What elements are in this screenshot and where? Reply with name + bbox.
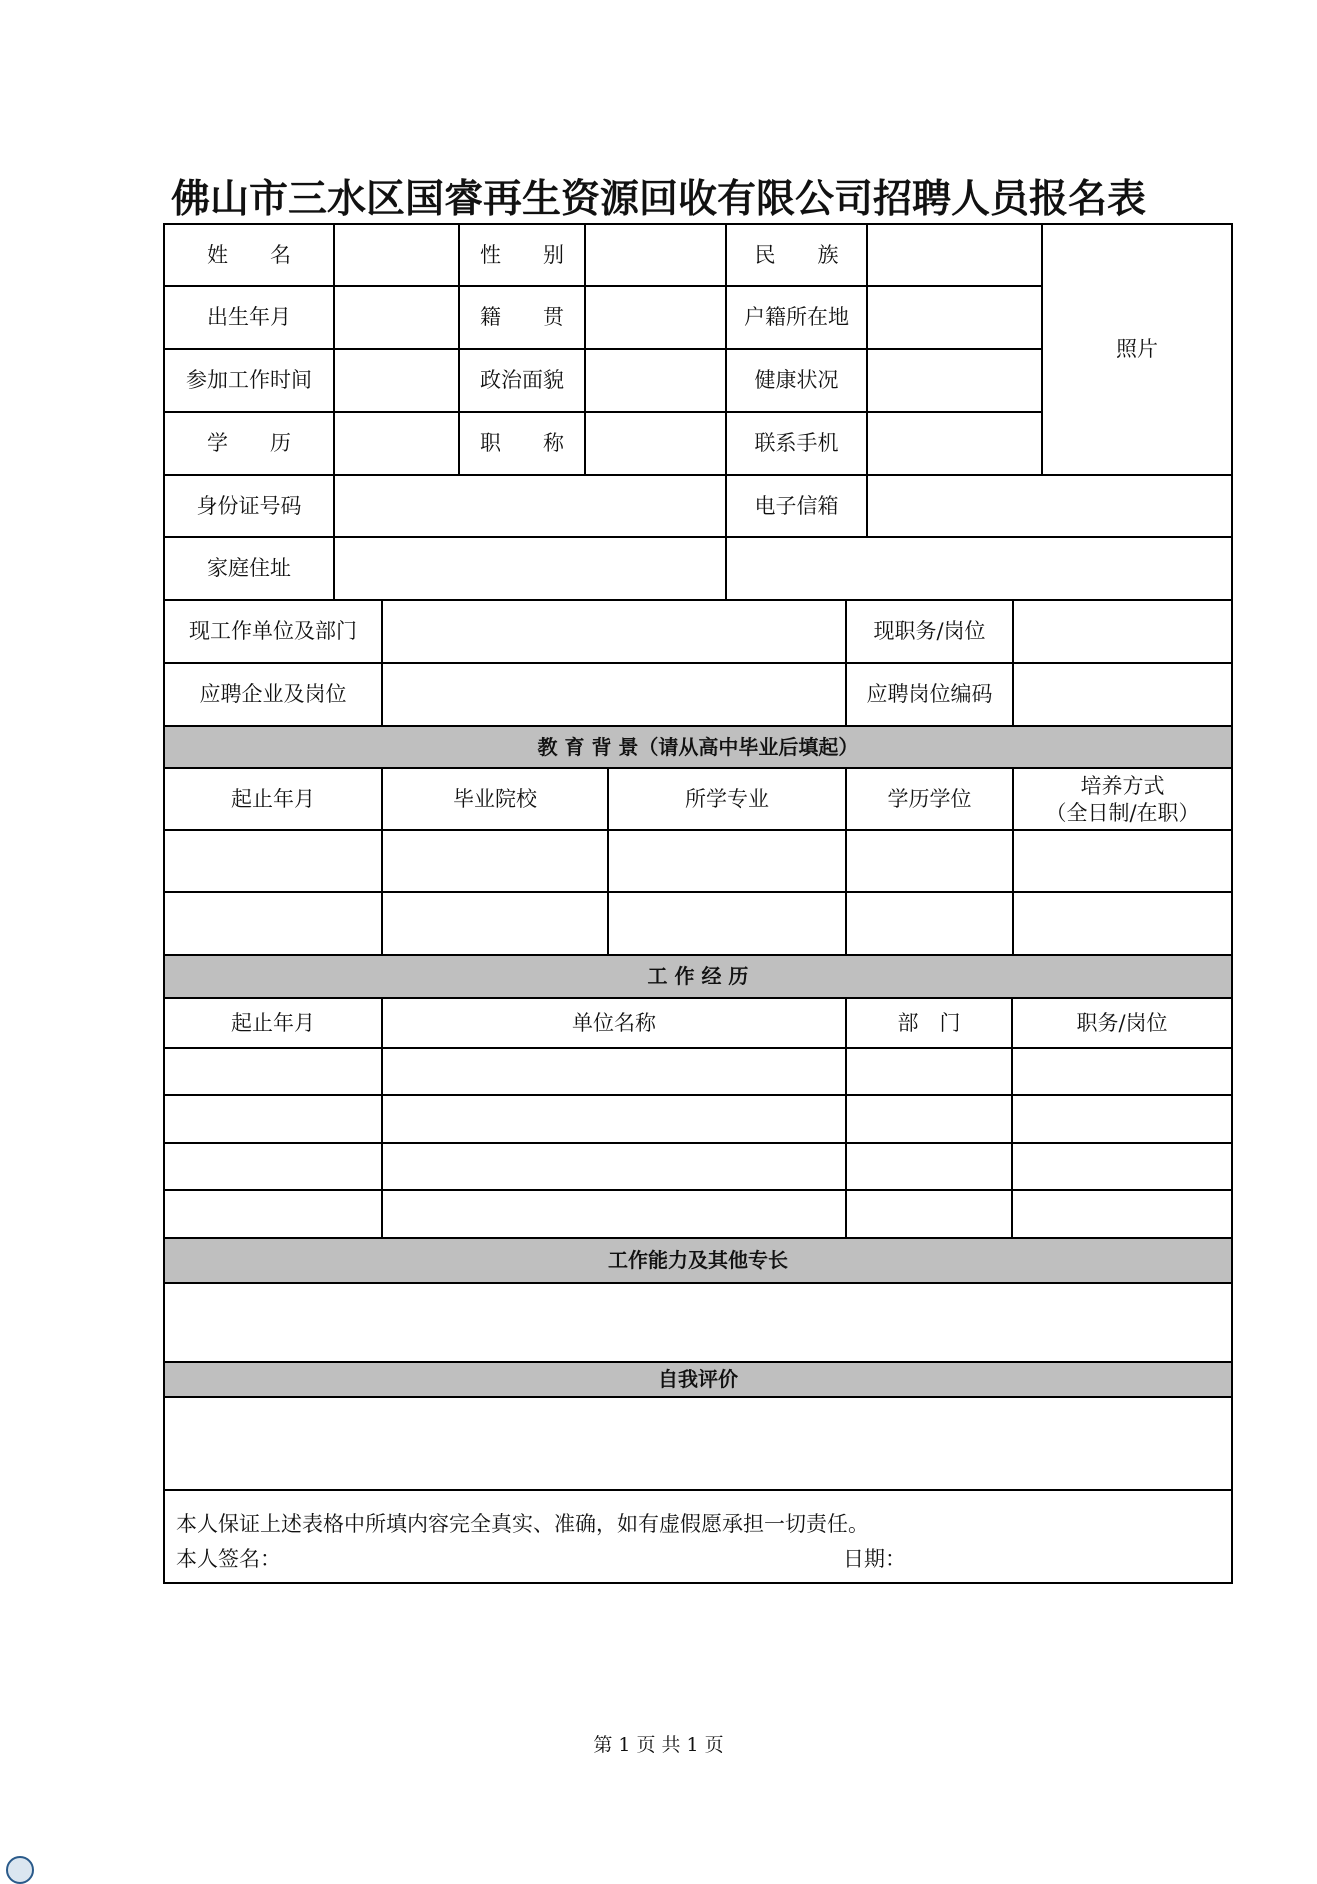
app-logo-icon [6, 1856, 34, 1884]
work-col-department: 部 门 [897, 1010, 961, 1035]
page-number: 第 1 页 共 1 页 [593, 1734, 724, 1756]
work-col-unit: 单位名称 [572, 1010, 656, 1035]
table-border-bottom [163, 1582, 1233, 1584]
declaration-statement: 本人保证上述表格中所填内容完全真实、准确，如有虚假愿承担一切责任。 [176, 1512, 869, 1536]
edu-col-study-mode [1014, 769, 1231, 829]
birth-field[interactable] [335, 287, 458, 348]
name-label: 姓 名 [207, 242, 291, 267]
household-label: 户籍所在地 [744, 305, 849, 330]
email-label: 电子信箱 [754, 493, 839, 518]
edu-col-period: 起止年月 [231, 786, 315, 811]
address-label: 家庭住址 [207, 556, 291, 581]
political-field[interactable] [586, 350, 725, 411]
edu-col-degree: 学历学位 [887, 786, 972, 811]
edu-col-school: 毕业院校 [453, 786, 537, 811]
title-field[interactable] [586, 413, 725, 474]
skills-section-header: 工作能力及其他专长 [608, 1248, 788, 1272]
health-label: 健康状况 [754, 368, 839, 393]
photo-box[interactable]: 照片 [1116, 337, 1158, 362]
native-place-label: 籍 贯 [480, 305, 564, 330]
work-row-1[interactable] [165, 1049, 1231, 1094]
mobile-label: 联系手机 [754, 431, 839, 456]
form-title: 佛山市三水区国睿再生资源回收有限公司招聘人员报名表 [170, 177, 1146, 222]
title-label: 职 称 [480, 431, 564, 456]
edu-col-study-mode-note: （全日制/在职） [1045, 801, 1200, 825]
current-unit-label: 现工作单位及部门 [189, 619, 357, 644]
edu-row-2[interactable] [165, 893, 1231, 954]
work-start-label: 参加工作时间 [186, 368, 312, 393]
current-unit-field[interactable] [383, 601, 845, 662]
id-number-label: 身份证号码 [196, 493, 302, 518]
current-position-label: 现职务/岗位 [873, 619, 986, 644]
work-start-field[interactable] [335, 350, 458, 411]
address-field[interactable] [335, 538, 1231, 599]
id-number-field[interactable] [335, 476, 725, 536]
work-col-position: 职务/岗位 [1076, 1010, 1168, 1035]
signature-label: 本人签名： [176, 1547, 281, 1571]
date-label: 日期： [843, 1547, 906, 1571]
email-field[interactable] [868, 476, 1231, 536]
work-section-header: 工 作 经 历 [647, 964, 749, 988]
work-row-3[interactable] [165, 1144, 1231, 1189]
apply-company-label: 应聘企业及岗位 [199, 682, 347, 707]
self-eval-section-header: 自我评价 [658, 1367, 738, 1391]
name-field[interactable] [335, 225, 458, 285]
skills-field[interactable] [165, 1284, 1231, 1361]
mobile-field[interactable] [868, 413, 1041, 474]
education-label: 学 历 [207, 431, 291, 456]
political-label: 政治面貌 [480, 368, 564, 393]
table-border-right [1231, 223, 1233, 1584]
work-row-2[interactable] [165, 1096, 1231, 1142]
work-col-period: 起止年月 [231, 1010, 315, 1035]
native-place-field[interactable] [586, 287, 725, 348]
gender-field[interactable] [586, 225, 725, 285]
health-field[interactable] [868, 350, 1041, 411]
current-position-field[interactable] [1014, 601, 1231, 662]
ethnicity-field[interactable] [868, 225, 1041, 285]
birth-label: 出生年月 [207, 305, 291, 330]
apply-company-field[interactable] [383, 664, 845, 725]
education-section-header: 教 育 背 景（请从高中毕业后填起） [537, 734, 859, 759]
apply-code-field[interactable] [1014, 664, 1231, 725]
date-field[interactable] [910, 1540, 1210, 1572]
apply-code-label: 应聘岗位编码 [866, 682, 993, 707]
edu-row-1[interactable] [165, 831, 1231, 891]
edu-col-study-mode-title: 培养方式 [1080, 773, 1165, 798]
work-row-4[interactable] [165, 1191, 1231, 1237]
self-eval-field[interactable] [165, 1398, 1231, 1489]
education-field[interactable] [335, 413, 458, 474]
edu-col-major: 所学专业 [685, 786, 769, 811]
ethnicity-label: 民 族 [754, 242, 839, 267]
signature-field[interactable] [290, 1540, 810, 1572]
household-field[interactable] [868, 287, 1041, 348]
gender-label: 性 别 [480, 242, 564, 267]
row-divider [163, 1489, 1233, 1491]
